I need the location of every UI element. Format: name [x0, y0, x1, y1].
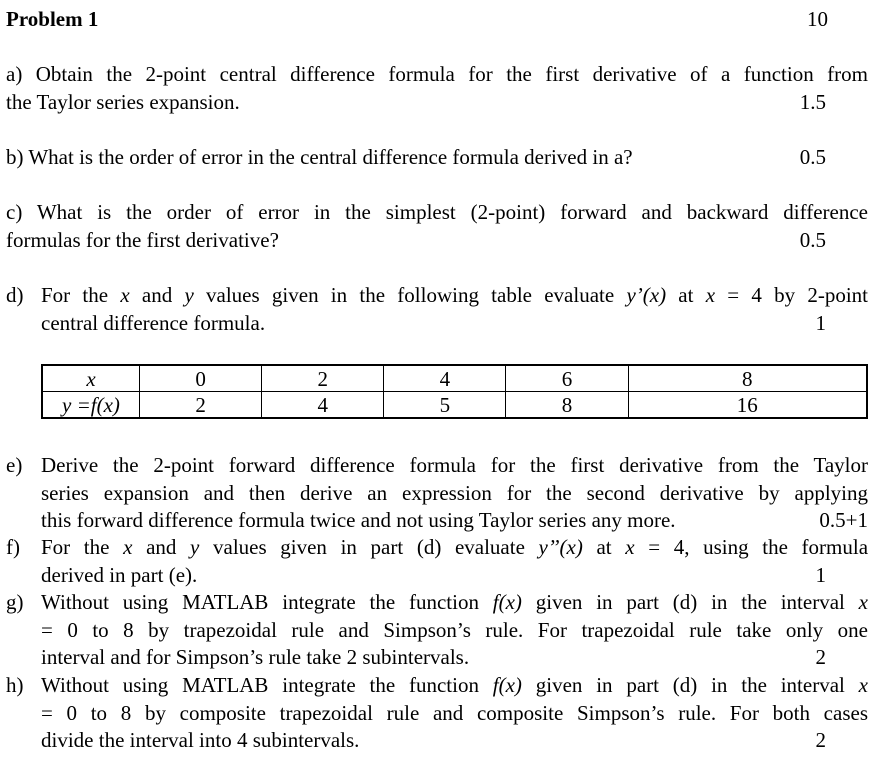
part-c-line2 — [6, 227, 868, 255]
table-row-y — [42, 392, 867, 419]
part-g-line1: Without using MATLAB integrate the function f(x) given in part (d) in the interval x — [41, 590, 868, 614]
part-h-line3-text: divide the interval into 4 subintervals. — [41, 728, 360, 752]
table-cell-x: 8 — [628, 365, 867, 392]
part-d-label: d) — [6, 283, 24, 307]
part-d-line1: For the x and y values given in the following table evaluate y’(x) at x = 4 by 2-point — [41, 283, 869, 307]
table-cell-y: 5 — [384, 392, 506, 419]
table-cell-x: 0 — [140, 365, 262, 392]
part-a-line1: a) Obtain the 2-point central difference formula for the first derivative of a function from — [6, 62, 868, 86]
part-d-line2 — [41, 310, 868, 338]
table-cell-y: 16 — [628, 392, 867, 419]
table-header-y: y =f(x) — [42, 392, 140, 419]
part-c-line2-text: formulas for the first derivative? — [6, 227, 279, 252]
part-f-points: 1 — [815, 562, 826, 587]
part-g-label: g) — [6, 590, 24, 614]
part-h-label: h) — [6, 673, 24, 697]
part-h-line3 — [41, 727, 868, 755]
part-b-line1 — [6, 144, 868, 172]
part-c-points: 0.5 — [799, 227, 826, 252]
part-e — [6, 452, 868, 535]
part-a-points: 1.5 — [799, 89, 826, 114]
part-a — [6, 61, 868, 116]
part-b — [6, 144, 868, 172]
problem-header — [6, 6, 828, 34]
part-h-line2: = 0 to 8 by composite trapezoidal rule and composite Simpson’s rule. For both cases — [41, 700, 868, 725]
part-e-line2: series expansion and then derive an expression for the second derivative by applying — [41, 480, 868, 505]
part-g-line3 — [41, 644, 868, 672]
table-cell-y: 8 — [506, 392, 628, 419]
part-d-points: 1 — [815, 310, 826, 335]
part-e-line3 — [41, 507, 868, 535]
part-d-line2-text: central difference formula. — [41, 310, 266, 335]
part-e-line1: Derive the 2-point forward difference formula for the first derivative from the Taylor — [41, 453, 868, 477]
part-g — [6, 589, 868, 672]
table-row-x — [42, 365, 867, 392]
table-cell-y: 4 — [262, 392, 384, 419]
part-h — [6, 672, 868, 755]
part-f — [6, 534, 868, 589]
part-b-points: 0.5 — [799, 145, 826, 169]
part-b-line1-text: b) What is the order of error in the central difference formula derived in a? — [6, 145, 633, 169]
xy-values-table — [41, 364, 868, 419]
table-cell-y: 2 — [140, 392, 262, 419]
part-e-points: 0.5+1 — [819, 508, 868, 532]
part-g-line3-text: interval and for Simpson’s rule take 2 subintervals. — [41, 645, 470, 669]
part-c-line1: c) What is the order of error in the simplest (2-point) forward and backward difference — [6, 200, 868, 224]
table-cell-x: 4 — [384, 365, 506, 392]
part-e-label: e) — [6, 453, 23, 477]
part-g-points: 2 — [815, 645, 826, 669]
part-f-line2 — [41, 562, 868, 590]
part-h-line1: Without using MATLAB integrate the function f(x) given in part (d) in the interval x — [41, 673, 868, 697]
part-f-line2-text: derived in part (e). — [41, 562, 198, 587]
table-cell-x: 2 — [262, 365, 384, 392]
part-d — [6, 282, 868, 337]
part-c — [6, 199, 868, 254]
part-e-line3-text: this forward difference formula twice and not using Taylor series any more. — [41, 508, 676, 532]
part-a-line2-text: the Taylor series expansion. — [6, 89, 240, 114]
part-a-line2 — [6, 89, 868, 117]
table-cell-x: 6 — [506, 365, 628, 392]
part-f-label: f) — [6, 535, 20, 559]
part-f-line1: For the x and y values given in part (d) evaluate y’’(x) at x = 4, using the formula — [41, 535, 869, 559]
table-header-x: x — [42, 365, 140, 392]
problem-points: 10 — [807, 7, 828, 31]
problem-title: Problem 1 — [6, 7, 99, 31]
part-h-points: 2 — [815, 728, 826, 752]
part-g-line2: = 0 to 8 by trapezoidal rule and Simpson’s rule. For trapezoidal rule take only one — [41, 617, 868, 642]
